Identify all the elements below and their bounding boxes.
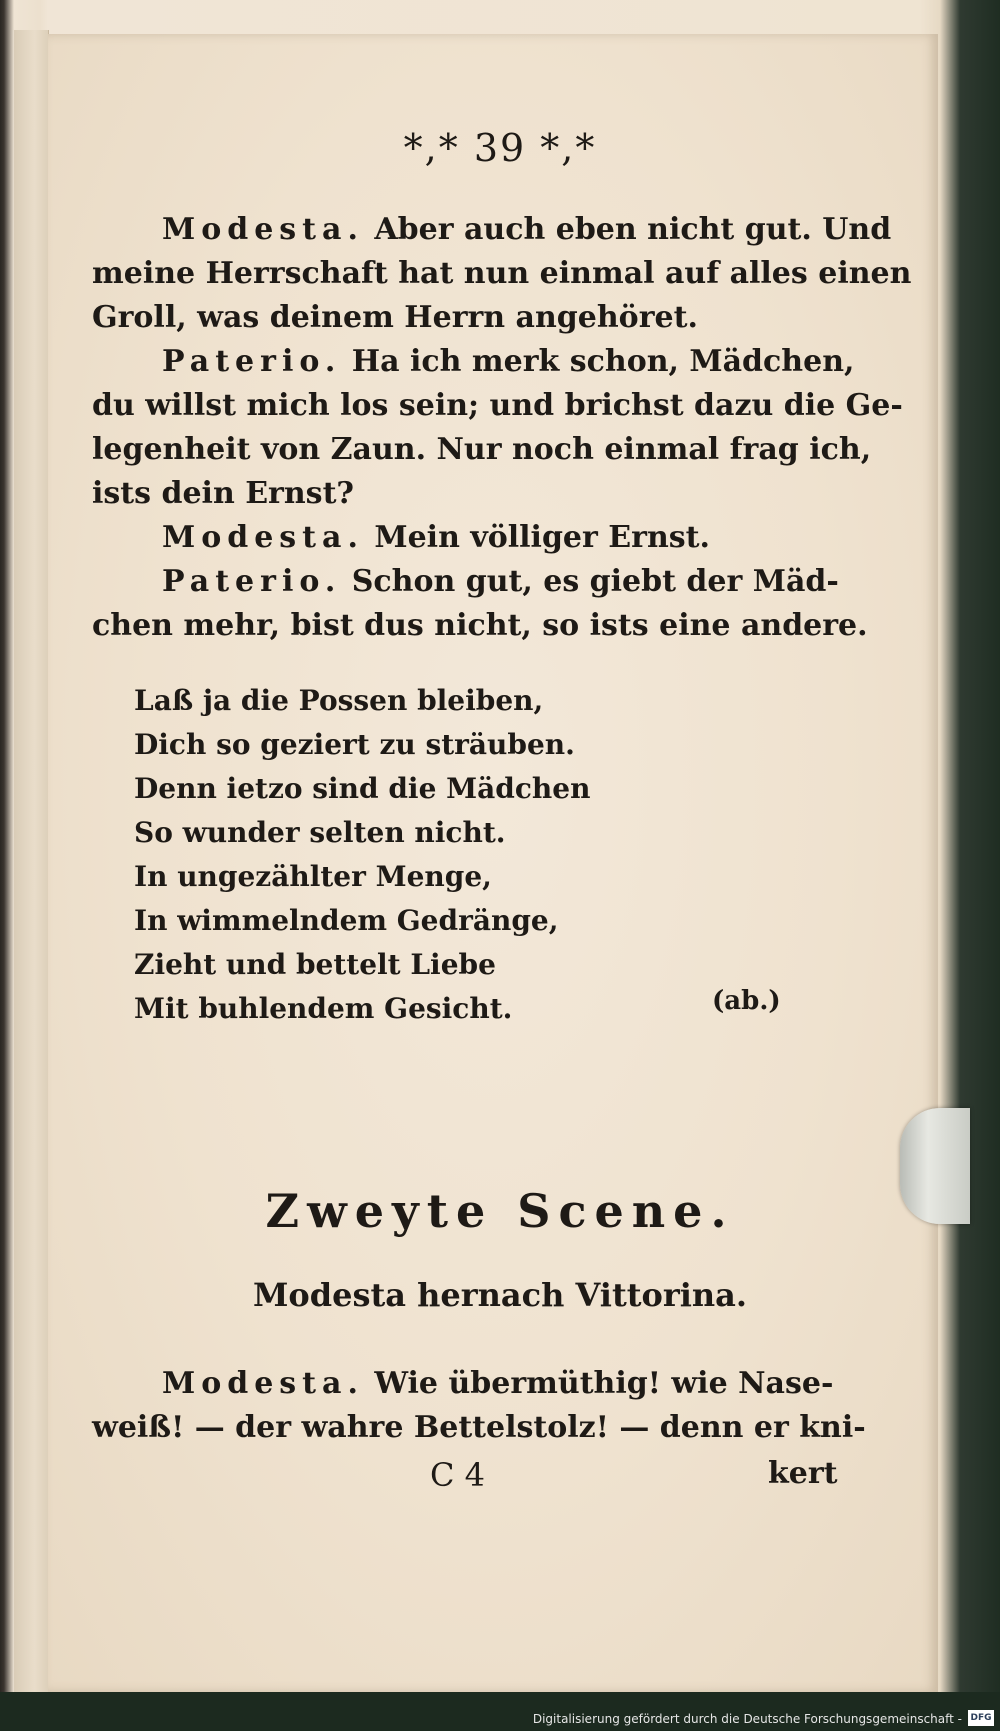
speaker-name: Modesta. [162,520,364,555]
page-heading: *,* 39 *,* [403,126,597,170]
verse-line-4: So wunder selten nicht. [134,816,506,849]
prose-line-2: meine Herrschaft hat nun einmal auf alles einen [92,256,912,291]
previous-page-edge [14,30,49,1720]
verse-line-1: Laß ja die Possen bleiben, [134,684,544,717]
scene-title: Zweyte Scene. [265,1184,735,1238]
prose-line-9 [162,564,839,599]
speaker-name: Modesta. [162,212,364,247]
cast-line: Modesta hernach Vittorina. [252,1276,748,1314]
prose-line-8 [162,520,710,555]
verse-line-5: In ungezählter Menge, [134,860,492,893]
footer-credit: Digitalisierung gefördert durch die Deutsche Forschungsgemeinschaft - [532,1712,962,1726]
stage-direction: (ab.) [712,986,781,1016]
verse-line-2: Dich so geziert zu sträuben. [134,728,575,761]
dfg-logo: DFG [968,1710,994,1726]
prose-text: Mein völliger Ernst. [374,520,710,555]
verse-line-3: Denn ietzo sind die Mädchen [134,772,591,805]
prose-line-1 [162,212,891,247]
prose-line-4 [162,344,854,379]
verse-line-8: Mit buhlendem Gesicht. [134,992,513,1025]
prose-text: Aber auch eben nicht gut. Und [374,212,892,247]
prose-line-5: du willst mich los sein; und brichst dazu die Ge- [92,388,903,423]
prose-line-7: ists dein Ernst? [92,476,355,511]
speaker-name: Paterio. [162,564,342,599]
prose-text: Schon gut, es giebt der Mäd- [351,564,839,599]
prose-text: Ha ich merk schon, Mädchen, [351,344,855,379]
prose-line-11 [162,1366,833,1401]
verse-line-7: Zieht und bettelt Liebe [134,948,496,981]
prose-line-12: weiß! — der wahre Bettelstolz! — denn er kni- [92,1410,866,1445]
prose-line-6: legenheit von Zaun. Nur noch einmal frag ich, [92,432,872,467]
verse-line-6: In wimmelndem Gedränge, [134,904,559,937]
prose-text: Wie übermüthig! wie Nase- [374,1366,834,1401]
speaker-name: Modesta. [162,1366,364,1401]
catchword: kert [768,1456,838,1491]
prose-line-10: chen mehr, bist dus nicht, so ists eine andere. [92,608,868,643]
prose-line-3: Groll, was deinem Herrn angehöret. [92,300,698,335]
signature-mark: C 4 [430,1456,486,1494]
speaker-name: Paterio. [162,344,342,379]
